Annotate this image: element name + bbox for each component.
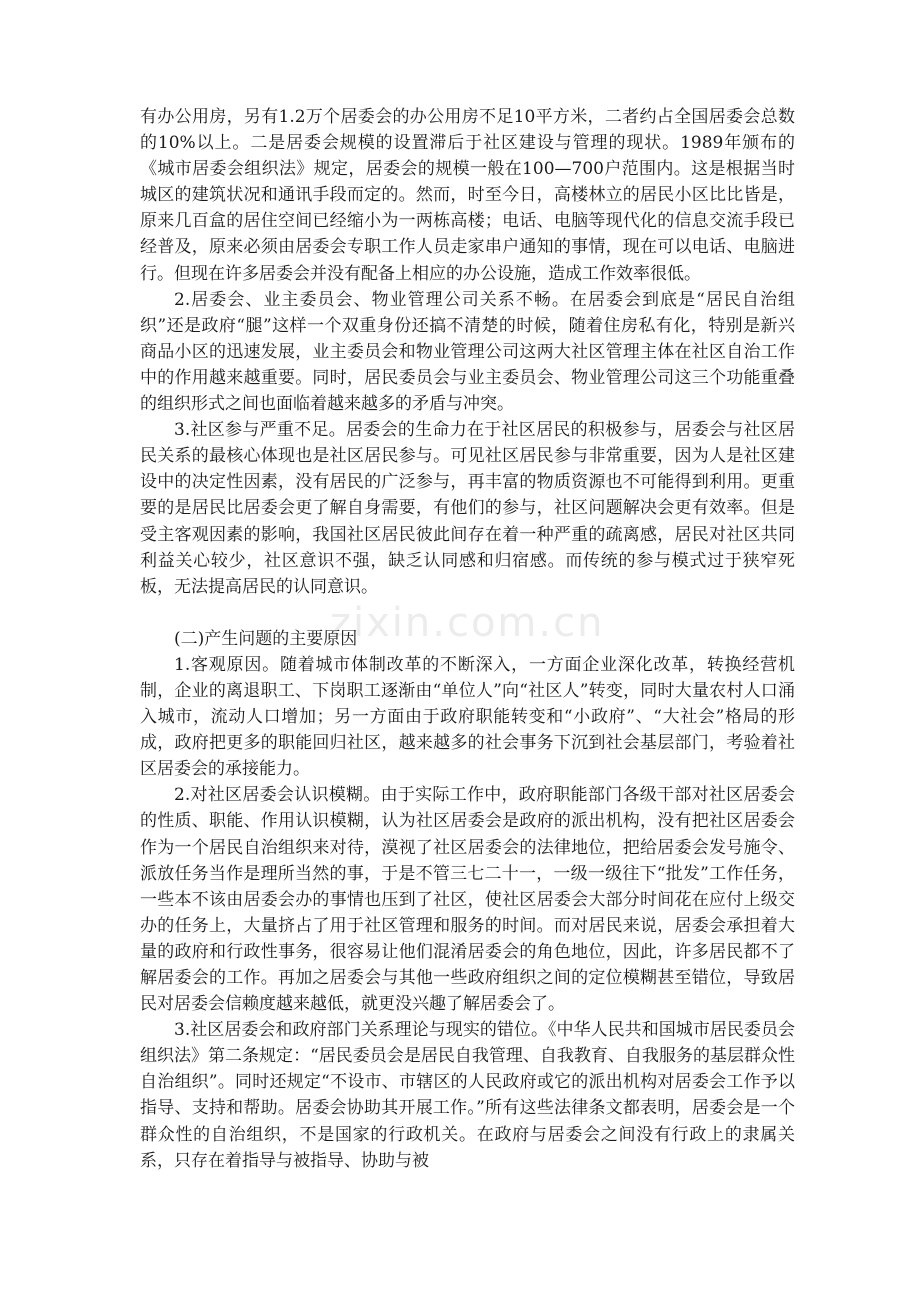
paragraph-gap: [140, 600, 795, 626]
paragraph-continued: 有办公用房，另有1.2万个居委会的办公用房不足10平方米，二者约占全国居委会总数的10%以上。二是居委会规模的设置滞后于社区建设与管理的现状。1989年颁布的《城市居委会组织法》规定，居委会的规模一般在100—700户范围内。这是根据当时城区的建筑状况和通讯手段而定的。然而，时至今日，高楼林立的居民小区比比皆是，原来几百盒的居住空间已经缩小为一两栋高楼；电话、电脑等现代化的信息交流手段已经普及，原来必须由居委会专职工作人员走家串户通知的事情，现在可以电话、电脑进行。但现在许多居委会并没有配备上相应的办公设施，造成工作效率很低。: [140, 107, 795, 284]
paragraph-cause-3: 3.社区居委会和政府部门关系理论与现实的错位。《中华人民共和国城市居民委员会组织法》第二条规定：“居民委员会是居民自我管理、自我教育、自我服务的基层群众性自治组织”。同时还规定“不设市、市辖区的人民政府或它的派出机构对居委会工作予以指导、支持和帮助。居委会协助其开展工作。”所有这些法律条文都表明，居委会是一个群众性的自治组织，不是国家的行政机关。在政府与居委会之间没有行政上的隶属关系，只存在着指导与被指导、协助与被: [140, 1020, 795, 1171]
section-heading: (二)产生问题的主要原因: [174, 628, 358, 649]
paragraph-cause-1: 1.客观原因。随着城市体制改革的不断深入，一方面企业深化改革，转换经营机制，企业的离退职工、下岗职工逐渐由“单位人”向“社区人”转变，同时大量农村人口涌入城市，流动人口增加；另一方面由于政府职能转变和“小政府”、“大社会”格局的形成，政府把更多的职能回归社区，越来越多的社会事务下沉到社会基层部门，考验着社区居委会的承接能力。: [140, 654, 795, 780]
paragraph-item-3: 3.社区参与严重不足。居委会的生命力在于社区居民的积极参与，居委会与社区居民关系的最核心体现也是社区居民参与。可见社区居民参与非常重要，因为人是社区建设中的决定性因素，没有居民的广泛参与，再丰富的物质资源也不可能得到利用。更重要的是居民比居委会更了解自身需要，有他们的参与，社区问题解决会更有效率。但是受主客观因素的影响，我国社区居民彼此间存在着一种严重的疏离感，居民对社区共同利益关心较少，社区意识不强，缺乏认同感和归宿感。而传统的参与模式过于狭窄死板，无法提高居民的认同意识。: [140, 420, 795, 597]
document-body: [140, 104, 795, 1174]
watermark: zixin.com.cn: [330, 600, 605, 646]
paragraph-cause-2: 2.对社区居委会认识模糊。由于实际工作中，政府职能部门各级干部对社区居委会的性质、职能、作用认识模糊，认为社区居委会是政府的派出机构，没有把社区居委会作为一个居民自治组织来对待，漠视了社区居委会的法律地位，把给居委会发号施令、派放任务当作是理所当然的事，于是不管三七二十一，一级一级往下“批发”工作任务，一些本不该由居委会办的事情也压到了社区，使社区居委会大部分时间花在应付上级交办的任务上，大量挤占了用于社区管理和服务的时间。而对居民来说，居委会承担着大量的政府和行政性事务，很容易让他们混淆居委会的角色地位，因此，许多居民都不了解居委会的工作。再加之居委会与其他一些政府组织之间的定位模糊甚至错位，导致居民对居委会信赖度越来越低，就更没兴趣了解居委会了。: [140, 785, 795, 1015]
paragraph-item-2: 2.居委会、业主委员会、物业管理公司关系不畅。在居委会到底是“居民自治组织”还是政府“腿”这样一个双重身份还搞不清楚的时候，随着住房私有化，特别是新兴商品小区的迅速发展，业主委员会和物业管理公司这两大社区管理主体在社区自治工作中的作用越来越重要。同时，居民委员会与业主委员会、物业管理公司这三个功能重叠的组织形式之间也面临着越来越多的矛盾与冲突。: [140, 289, 795, 415]
